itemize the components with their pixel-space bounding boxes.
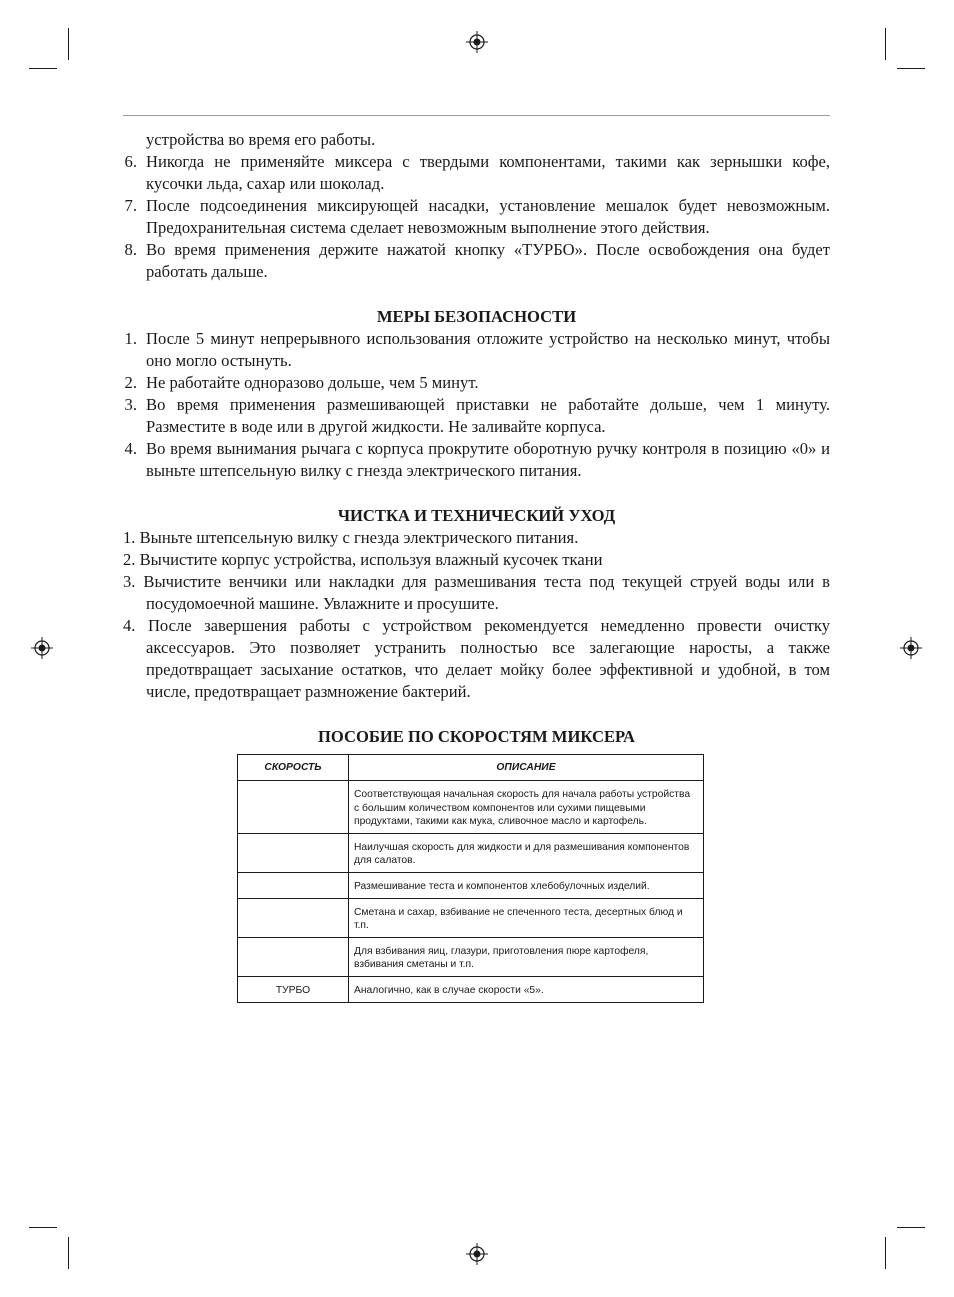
list-item-text: Во время применения размешивающей приставки не работайте дольше, чем 1 минуту. Разместите в воде или в другой жидкости. Не заливайте корпуса. <box>146 395 830 436</box>
crop-mark <box>897 1227 925 1228</box>
list-item <box>123 549 830 571</box>
intro-continuation: устройства во время его работы. <box>146 130 376 149</box>
crop-mark <box>897 68 925 69</box>
table-row <box>238 781 704 834</box>
list-item-text: Во время применения держите нажатой кнопку «ТУРБО». После освобождения она будет работать дальше. <box>146 240 830 281</box>
description-cell: Для взбивания яиц, глазури, приготовления пюре картофеля, взбивания сметаны и т.п. <box>349 937 704 976</box>
table-row <box>238 833 704 872</box>
cleaning-heading: ЧИСТКА И ТЕХНИЧЕСКИЙ УХОД <box>337 506 616 525</box>
list-item-text: Во время вынимания рычага с корпуса прокрутите оборотную ручку контроля в позицию «0» и выньте штепсельную вилку с гнезда электрического питания. <box>146 439 830 480</box>
table-row <box>238 872 704 898</box>
list-item-number: 4. <box>124 439 137 458</box>
speed-cell: ТУРБО <box>238 976 349 1002</box>
list-item-number: 1. <box>123 528 136 547</box>
table-row <box>238 976 704 1002</box>
speed-guide-heading: ПОСОБИЕ ПО СКОРОСТЯМ МИКСЕРА <box>317 727 636 746</box>
column-header-description: ОПИСАНИЕ <box>349 755 704 781</box>
speed-cell <box>238 898 349 937</box>
description-cell: Аналогично, как в случае скорости «5». <box>349 976 704 1002</box>
list-item-number: 2. <box>124 373 137 392</box>
list-item-number: 3. <box>124 395 137 414</box>
description-cell: Наилучшая скорость для жидкости и для размешивания компонентов для салатов. <box>349 833 704 872</box>
crop-mark <box>68 28 69 60</box>
list-item-number: 8. <box>124 240 137 259</box>
usage-list <box>123 151 830 283</box>
description-cell: Размешивание теста и компонентов хлебобулочных изделий. <box>349 872 704 898</box>
list-item-number: 7. <box>124 196 137 215</box>
crop-mark <box>29 68 57 69</box>
crop-mark <box>68 1237 69 1269</box>
header-rule <box>123 115 830 116</box>
table-row <box>238 937 704 976</box>
speed-cell <box>238 937 349 976</box>
list-item <box>123 571 830 615</box>
list-item <box>123 328 830 372</box>
list-item-text: После подсоединения миксирующей насадки, установление мешалок будет невозможным. Предохранительная система сделает невозможным выполнение этого действия. <box>146 196 830 237</box>
list-item-text: Вычистите корпус устройства, используя влажный кусочек ткани <box>139 550 603 569</box>
list-item <box>123 195 830 239</box>
crop-mark <box>885 28 886 60</box>
list-item-text: После 5 минут непрерывного использования отложите устройство на несколько минут, чтобы оно могло остынуть. <box>146 329 830 370</box>
list-item-text: Вычистите венчики или накладки для размешивания теста под текущей струей воды или в посудомоечной машине. Увлажните и просушите. <box>143 572 830 613</box>
list-item-text: Никогда не применяйте миксера с твердыми компонентами, такими как зернышки кофе, кусочки льда, сахар или шоколад. <box>146 152 830 193</box>
list-item <box>123 438 830 482</box>
speed-cell <box>238 872 349 898</box>
list-item <box>123 151 830 195</box>
safety-heading: МЕРЫ БЕЗОПАСНОСТИ <box>376 307 577 326</box>
list-item-number: 1. <box>124 329 137 348</box>
page-content <box>123 129 830 1003</box>
crop-mark <box>29 1227 57 1228</box>
description-cell: Сметана и сахар, взбивание не спеченного теста, десертных блюд и т.п. <box>349 898 704 937</box>
list-item-number: 6. <box>124 152 137 171</box>
list-item-number: 3. <box>123 572 136 591</box>
column-header-speed: СКОРОСТЬ <box>238 755 349 781</box>
table-header-row <box>238 755 704 781</box>
list-item <box>123 372 830 394</box>
list-item-text: После завершения работы с устройством рекомендуется немедленно провести очистку аксессуаров. Это позволяет устранить полностью все залегающие наросты, а также предотвращает засыхание остатков, что делает мойку более эффективной и удобной, в том числе, предотвращает размножение бактерий. <box>146 616 830 701</box>
speed-table <box>237 754 704 1003</box>
list-item <box>123 394 830 438</box>
cleaning-list <box>123 527 830 703</box>
safety-list <box>123 328 830 482</box>
speed-cell <box>238 781 349 834</box>
list-item-number: 4. <box>123 616 136 635</box>
description-cell: Соответствующая начальная скорость для начала работы устройства с большим количеством компонентов или сухими пищевыми продуктами, такими как мука, сливочное масло и картофель. <box>349 781 704 834</box>
list-item <box>123 239 830 283</box>
list-item <box>123 615 830 703</box>
list-item-text: Не работайте одноразово дольше, чем 5 минут. <box>146 373 479 392</box>
registration-mark-icon <box>900 637 922 659</box>
speed-cell <box>238 833 349 872</box>
crop-mark <box>885 1237 886 1269</box>
registration-mark-icon <box>466 31 488 53</box>
registration-mark-icon <box>31 637 53 659</box>
list-item-text: Выньте штепсельную вилку с гнезда электрического питания. <box>139 528 579 547</box>
registration-mark-icon <box>466 1243 488 1265</box>
list-item <box>123 527 830 549</box>
list-item-number: 2. <box>123 550 136 569</box>
table-row <box>238 898 704 937</box>
